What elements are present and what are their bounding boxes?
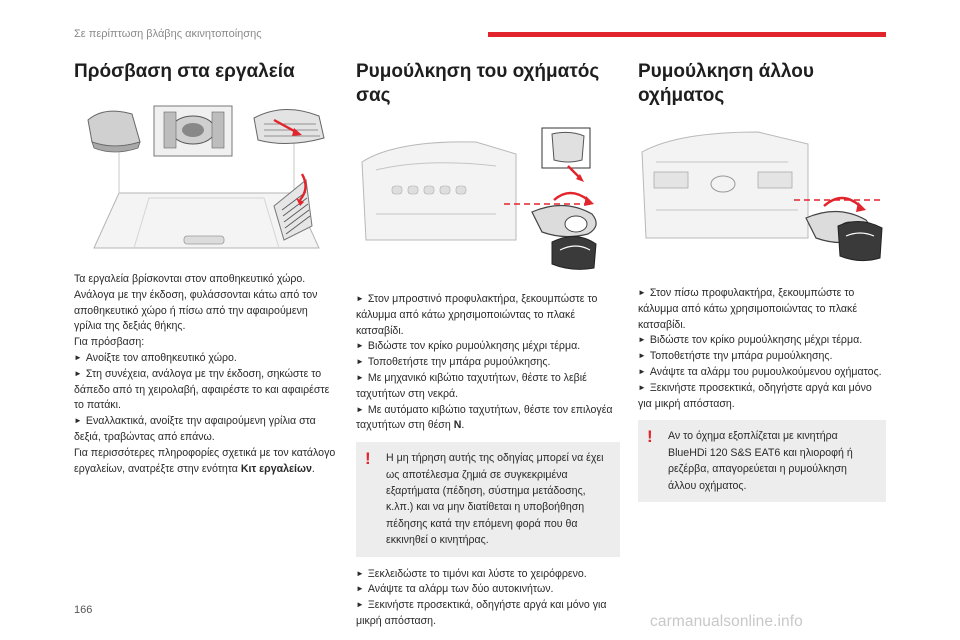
front-towing-illustration xyxy=(356,122,620,272)
paragraph-text: Με αυτόματο κιβώτιο ταχυτήτων, θέστε τον επιλογέα ταχυτήτων στη θέση xyxy=(356,403,613,432)
rear-towing-illustration xyxy=(638,122,886,266)
paragraph-text: Βιδώστε τον κρίκο ρυμούλκησης μέχρι τέρμα. xyxy=(649,334,863,347)
paragraph-text: Στη συνέχεια, ανάλογα με την έκδοση, σηκώστε το δάπεδο από τη χειρολαβή, αφαιρέστε το και αφαιρέστε το πατάκι. xyxy=(74,367,330,412)
paragraph-text: Τοποθετήστε την μπάρα ρυμούλκησης. xyxy=(367,356,551,369)
paragraph-text: Ξεκινήστε προσεκτικά, οδηγήστε αργά και μόνο για μικρή απόσταση. xyxy=(638,381,872,410)
paragraph-text: Για περισσότερες πληροφορίες σχετικά με τον κατάλογο εργαλείων, ανατρέξτε στην ενότητα xyxy=(74,446,336,475)
bullet-item xyxy=(356,567,620,583)
paragraph-text: Ξεκλειδώστε το τιμόνι και λύστε το χειρόφρενο. xyxy=(367,567,587,580)
bullet-item xyxy=(638,286,886,333)
tools-body-text xyxy=(74,272,336,477)
breadcrumb: Σε περίπτωση βλάβης ακινητοποίησης xyxy=(74,28,262,40)
paragraph-text: Ανάλογα με την έκδοση, φυλάσσονται κάτω από τον αποθηκευτικό χώρο ή πίσω από την αφαιρούμενη γρίλια της δεξιάς θήκης. xyxy=(74,288,318,333)
paragraph xyxy=(74,446,336,478)
bullet-item xyxy=(356,339,620,355)
warning-text: Αν το όχημα εξοπλίζεται με κινητήρα BlueHDi 120 S&S EAT6 και ηλιοροφή ή ρεζέρβα, απαγορεύεται η ρυμούλκηση άλλου οχήματος. xyxy=(668,430,853,492)
warning-icon: ! xyxy=(365,449,371,469)
paragraph-text: Ανοίξτε τον αποθηκευτικό χώρο. xyxy=(85,351,237,364)
paragraph-text: Ανάψτε τα αλάρμ των δύο αυτοκινήτων. xyxy=(367,583,554,596)
paragraph xyxy=(74,288,336,335)
paragraph-text: Στον πίσω προφυλακτήρα, ξεκουμπώστε το κάλυμμα από κάτω χρησιμοποιώντας το πλακέ κατσαβίδι. xyxy=(638,287,858,331)
bullet-item xyxy=(638,333,886,349)
column-tools-access xyxy=(74,60,336,477)
column-towing-other-vehicle xyxy=(638,60,886,512)
section-title-tools: Πρόσβαση στα εργαλεία xyxy=(74,61,295,82)
warning-box-towing-own xyxy=(356,442,620,556)
bullet-item xyxy=(74,367,336,414)
watermark: carmanualsonline.info xyxy=(650,613,803,630)
section-title-towing-other: Ρυμούλκηση άλλου οχήματος xyxy=(638,61,814,106)
paragraph-text: Στον μπροστινό προφυλακτήρα, ξεκουμπώστε το κάλυμμα από κάτω χρησιμοποιώντας το πλακέ κατσαβίδι. xyxy=(356,293,598,337)
paragraph-text: Εναλλακτικά, ανοίξτε την αφαιρούμενη γρίλια στα δεξιά, τραβώντας από επάνω. xyxy=(74,415,316,443)
trunk-tools-illustration xyxy=(74,98,336,256)
bullet-item xyxy=(356,292,620,339)
paragraph xyxy=(74,335,336,351)
bullet-item xyxy=(74,414,336,446)
bullet-item xyxy=(356,355,620,371)
bullet-item xyxy=(638,349,886,365)
warning-box-towing-other xyxy=(638,420,886,502)
page-number: 166 xyxy=(74,604,93,616)
paragraph-text: Βιδώστε τον κρίκο ρυμούλκησης μέχρι τέρμα. xyxy=(367,340,581,353)
bullet-item xyxy=(638,381,886,413)
paragraph-suffix: . xyxy=(461,419,465,432)
bullet-item xyxy=(356,598,620,630)
towing-own-body-text xyxy=(356,292,620,630)
section-title-towing-own: Ρυμούλκηση του οχήματός σας xyxy=(356,61,600,106)
bullet-item xyxy=(356,371,620,403)
header-accent-bar xyxy=(488,32,886,37)
towing-other-body-text xyxy=(638,286,886,502)
bold-reference: N xyxy=(453,419,462,432)
bullet-item xyxy=(638,365,886,381)
bullet-item xyxy=(74,351,336,367)
paragraph-text: Τοποθετήστε την μπάρα ρυμούλκησης. xyxy=(649,350,833,363)
paragraph-text: Ξεκινήστε προσεκτικά, οδηγήστε αργά και μόνο για μικρή απόσταση. xyxy=(356,599,607,627)
bullet-item xyxy=(356,582,620,598)
paragraph-text: Για πρόσβαση: xyxy=(74,336,145,349)
warning-text: Η μη τήρηση αυτής της οδηγίας μπορεί να έχει ως αποτέλεσμα ζημιά σε συγκεκριμένα εξαρτήματα (πέδηση, σύστημα μετάδοσης, κ.λπ.) και να μην διατίθεται η υποβοήθηση πέδησης κατά την επόμενη φορά που θα εκκινηθεί ο κινητήρας. xyxy=(386,452,604,547)
paragraph-text: Ανάψτε τα αλάρμ του ρυμουλκούμενου οχήματος. xyxy=(649,365,882,378)
bullet-item xyxy=(356,403,620,435)
column-towing-own-vehicle xyxy=(356,60,620,630)
paragraph-text: Τα εργαλεία βρίσκονται στον αποθηκευτικό χώρο. xyxy=(74,273,306,285)
paragraph-suffix: . xyxy=(311,462,315,475)
paragraph xyxy=(74,272,336,288)
warning-icon: ! xyxy=(647,427,653,447)
bold-reference: Κιτ εργαλείων xyxy=(240,462,312,475)
paragraph-text: Με μηχανικό κιβώτιο ταχυτήτων, θέστε το λεβιέ ταχυτήτων στη νεκρά. xyxy=(356,371,587,400)
